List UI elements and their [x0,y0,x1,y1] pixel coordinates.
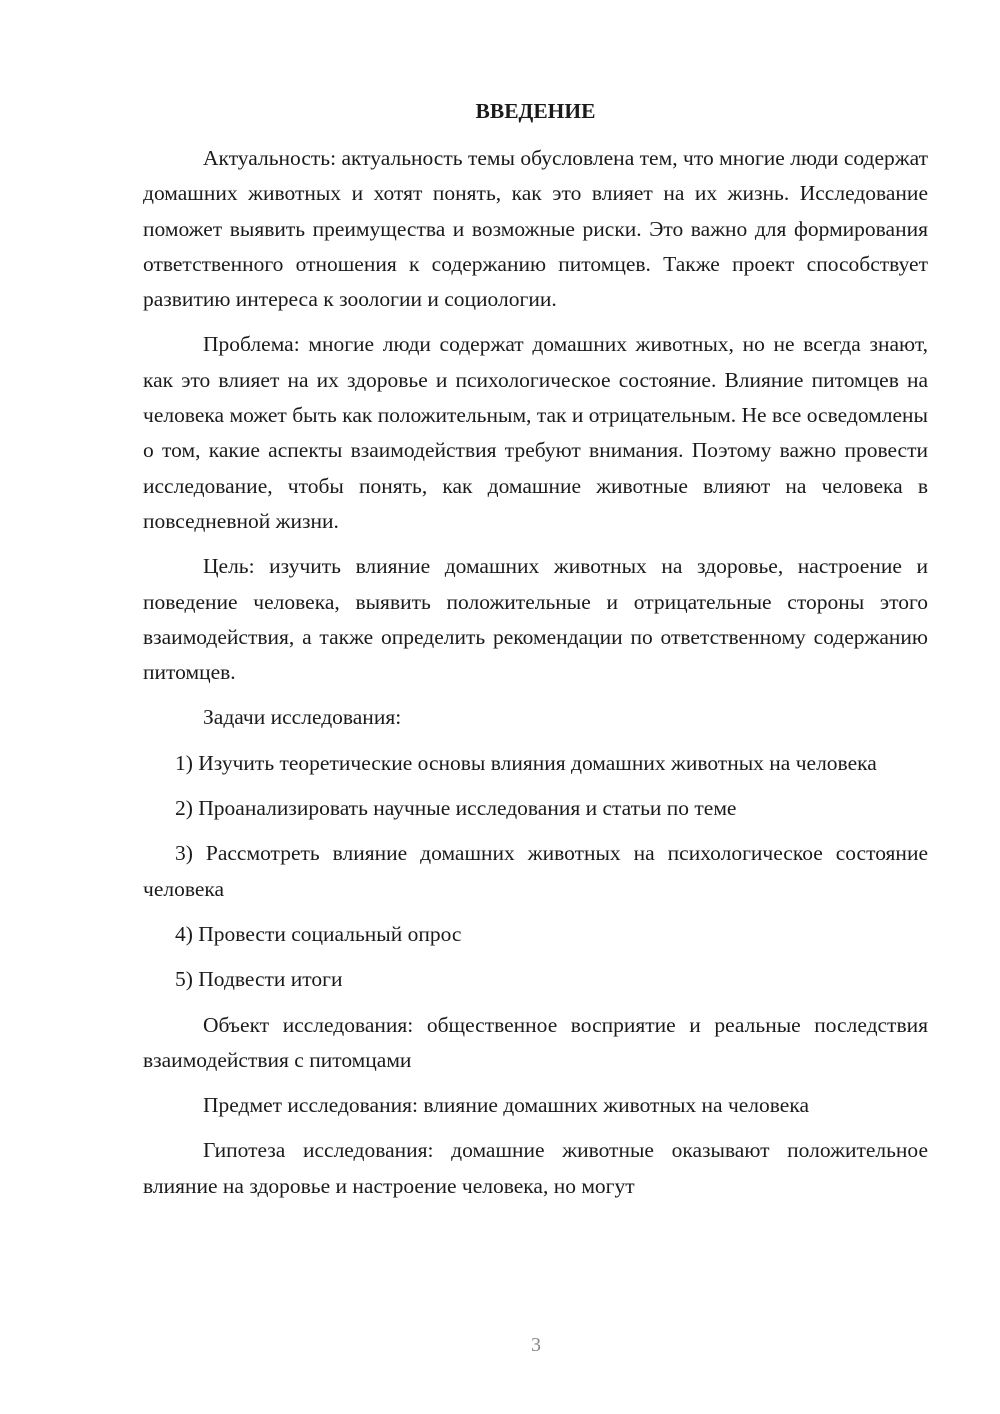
problem-paragraph: Проблема: многие люди содержат домашних животных, но не всегда знают, как это влияет на их здоровье и психологическое состояние. Влияние питомцев на человека может быть как положительным, так и отрицательным. Не все осведомлены о том, какие аспекты взаимодействия требуют внимания. Поэтому важно провести исследование, чтобы понять, как домашние животные влияют на человека в повседневной жизни. [143,332,928,533]
task-item-5: 5) Подвести итоги [175,967,343,992]
task-item-4: 4) Провести социальный опрос [175,921,462,946]
task-item-2: 2) Проанализировать научные исследования и статьи по теме [175,796,737,821]
goal-paragraph: Цель: изучить влияние домашних животных на здоровье, настроение и поведение человека, выявить положительные и отрицательные стороны этого взаимодействия, а также определить рекомендации по ответственному содержанию питомцев. [143,554,928,685]
tasks-intro: Задачи исследования: [203,705,402,730]
object-paragraph: Объект исследования: общественное восприятие и реальные последствия взаимодействия с питомцами [143,1012,928,1072]
task-item-3: 3) Рассмотреть влияние домашних животных на психологическое состояние человека [143,841,928,901]
task-item-1: 1) Изучить теоретические основы влияния домашних животных на человека [175,750,877,775]
page-number: 3 [531,1334,541,1356]
hypothesis-paragraph: Гипотеза исследования: домашние животные оказывают положительное влияние на здоровье и настроение человека, но могут [143,1138,928,1198]
subject-paragraph: Предмет исследования: влияние домашних животных на человека [203,1093,810,1118]
page-content [143,94,928,1204]
relevance-paragraph: Актуальность: актуальность темы обусловлена тем, что многие люди содержат домашних животных и хотят понять, как это влияет на их жизнь. Исследование поможет выявить преимущества и возможные риски. Это важно для формирования ответственного отношения к содержанию питомцев. Также проект способствует развитию интереса к зоологии и социологии. [143,146,928,312]
section-heading: ВВЕДЕНИЕ [475,99,596,123]
